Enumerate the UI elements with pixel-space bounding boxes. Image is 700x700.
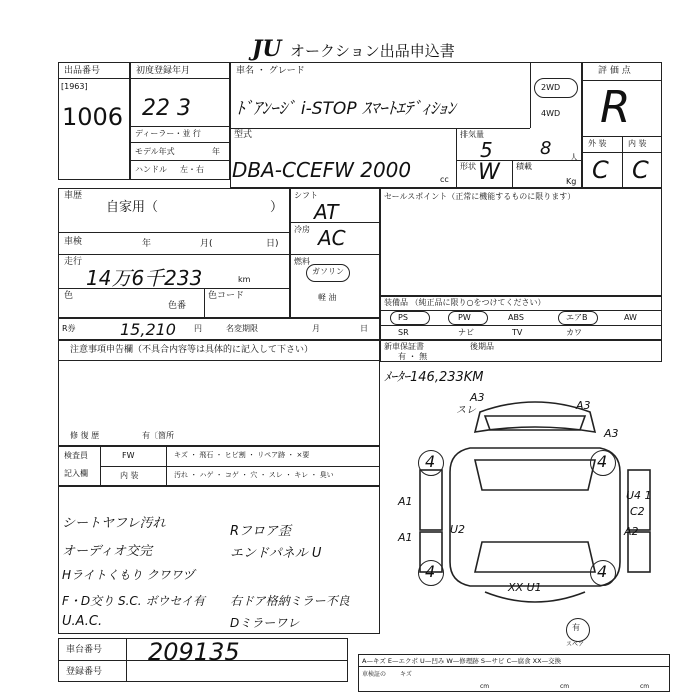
eq-abs: ABS [508,313,524,322]
transfer-month: 月 [312,324,320,333]
spare-label: スペア [566,641,585,648]
drive-4wd: 4WD [541,109,561,118]
recycle-value: 15,210 [120,320,176,339]
mark-sure: スレ [456,405,476,416]
sales-point-label: セールスポイント（正常に機能するものに限ります） [384,192,576,201]
load-label: 積載 [516,162,532,171]
handle-options: 左・右 [180,165,204,174]
recycle-box [58,318,380,340]
model-value: DBA-CCEFW 2000 [232,158,412,182]
equipment-label: 装備品 （純正品に限り○をつけてください） [384,298,546,307]
recycle-label: R券 [62,324,76,333]
model-label: 型式 [234,130,253,140]
mark-xx-u1: XX U1 [508,581,542,594]
sales-point-box [380,188,662,296]
form-title: オークション出品申込書 [290,42,455,60]
bottom-box-1: キズ [400,671,412,678]
aircon-label: 冷房 [294,225,310,234]
history-label: 車歴 [64,191,83,201]
fuel-label: 燃料 [294,257,310,266]
color-number-label: 色番 [168,301,187,311]
shape-value: W [478,160,500,185]
int-value: C [632,156,649,184]
repair-value: 有〔箇所 [142,431,174,440]
bottom-box-3: cm [560,683,570,690]
tire-fr-mark: 4 [597,452,608,471]
legend-text: A—キズ E—エクボ U—凹み W—修理跡 S—サビ C—腐食 XX—交換 [362,657,562,665]
mark-a1-left2: A1 [398,531,413,544]
handle-label: ハンドル [135,165,167,174]
vehicle-name-value: ﾄﾞｱﾝｰｼﾞ i-STOP ｽﾏｰﾄｴﾃﾞｨｼｮﾝ [236,99,456,119]
vehicle-name-label: 車名 ・ グレード [236,66,305,76]
int-label: 内 装 [628,139,647,148]
chassis-label: 車台番号 [66,645,103,655]
inspector-int: 内 装 [120,471,139,480]
inspector-label2: 記入欄 [64,469,88,478]
color-code-label: 色コード [208,291,245,301]
model-year-label: モデル年式 [135,147,175,156]
mark-a2-right: A2 [624,525,639,538]
recycle-unit: 円 [194,324,202,333]
eq-ps: PS [398,313,408,322]
notes-label: 注意事項申告欄（不具合内容等は具体的に記入して下さい） [70,345,314,355]
inspection-month: 月( [200,239,213,249]
remark-right-3: 右ドア格納ミラー不良 [230,594,350,608]
aircon-value: AC [318,226,346,250]
ju-logo: JU [252,36,282,62]
inspection-label: 車検 [64,237,83,247]
dealer-label: ディーラー・並 行 [135,129,201,138]
lot-number-value: 1006 [62,103,124,131]
fuel-diesel: 軽 油 [318,293,337,302]
mileage-value: 14万6千233 [86,266,203,290]
inspector-fw-legend: キズ ・ 飛石 ・ ヒビ割 ・ リペア跡 ・ ×要 [174,451,310,459]
mark-a3-top: A3 [470,391,485,404]
manual-options: 有 ・ 無 [398,352,428,361]
capacity-unit: 人 [570,153,578,162]
odometer-note: ﾒｰﾀｰ146,233KM [384,370,484,385]
reg-label: 登録番号 [66,667,103,677]
load-unit: Kg [566,177,577,186]
inspection-year: 年 [142,239,152,249]
history-box [58,188,290,318]
bottom-box-4: cm [640,683,650,690]
transfer-day: 日 [360,324,368,333]
first-reg-label: 初度登録年月 [136,66,191,76]
eq-airbag: エアB [566,313,588,322]
tire-rl-mark: 4 [425,562,436,581]
tire-fl-mark: 4 [425,452,436,471]
displacement-label: 排気量 [460,130,484,139]
eq-sr: SR [398,328,409,337]
mark-a3-right: A3 [576,399,591,412]
chassis-value: 209135 [148,638,240,666]
eq-tv: TV [512,328,523,337]
lot-sub-code: [1963] [61,82,88,91]
displacement-value: 5 [480,138,493,162]
eq-pw: PW [458,313,471,322]
mark-u4-right: U4 1 [626,489,652,502]
grade-label: 評 価 点 [598,66,631,76]
cc-unit: cc [440,175,449,184]
eq-kawa: カワ [566,328,582,337]
ext-label: 外 装 [588,139,607,148]
inspector-fw: FW [122,451,135,460]
remark-left-4: U.A.C. [62,614,103,629]
fuel-gasoline: ガソリン [312,267,344,276]
remark-left-3: F・D交り S.C. ボウセイ有 [62,594,206,608]
ext-value: C [592,156,609,184]
shift-value: AT [314,200,339,224]
mileage-label: 走行 [64,257,83,267]
shift-label: シフト [294,191,318,200]
drive-2wd: 2WD [541,83,561,92]
remark-left-0: シートヤフレ汚れ [62,516,166,531]
inspector-int-legend: 汚れ ・ ハゲ ・ コゲ ・ 穴 ・ スレ ・ キレ ・ 臭い [174,471,334,479]
tire-rr-mark: 4 [597,562,608,581]
bottom-box-0: 車検証の [362,671,387,678]
manual-label: 新車保証書 [384,342,424,351]
mark-a1-left: A1 [398,495,413,508]
lot-number-label: 出品番号 [64,66,101,76]
color-label: 色 [64,291,74,301]
inspection-day: 日) [266,239,279,249]
history-value: 自家用（ [106,200,159,215]
remarks-box [58,486,380,634]
remark-right-0: Rフロア歪 [230,524,292,539]
mark-c2-right: C2 [630,505,645,518]
notes-box [58,340,380,446]
inspector-label1: 検査員 [64,451,88,460]
manual-after-label: 後期品 [470,342,494,351]
repair-label: 修 復 歴 [70,431,100,440]
eq-aw: AW [624,313,637,322]
first-reg-value: 22 3 [142,96,191,121]
transfer-label: 名変期限 [226,324,258,333]
spare-mark: 有 [572,623,580,632]
shape-label: 形状 [460,162,476,171]
grade-value: R [600,82,631,133]
bottom-box-2: cm [480,683,490,690]
mark-u2-left: U2 [450,523,466,536]
mileage-unit: km [238,275,251,284]
eq-ps-circle [390,311,430,325]
remark-right-1: エンドパネル U [230,546,322,561]
remark-right-4: Dミラーワレ [230,616,300,630]
eq-navi: ナビ [458,328,474,337]
mark-a3-right2: A3 [604,427,619,440]
capacity-value: 8 [540,138,552,159]
history-close: ） [270,200,284,215]
model-year-unit: 年 [212,147,220,156]
remark-left-2: Hライトくもり クワワヅ [62,568,195,582]
remark-left-1: オーディオ交完 [62,544,152,559]
registration-box [130,62,230,180]
